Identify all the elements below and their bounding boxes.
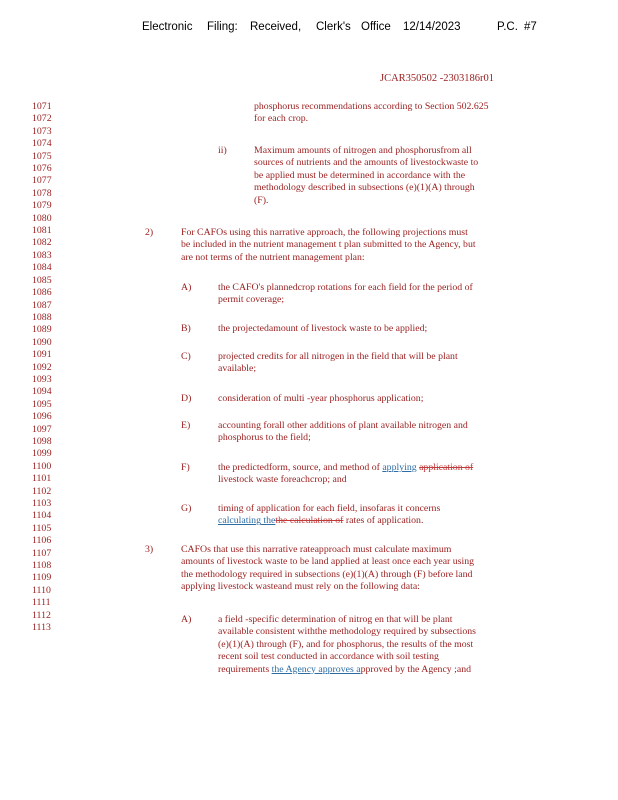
line-number: 1095 <box>32 398 52 410</box>
line-number: 1072 <box>32 113 52 125</box>
line-number: 1100 <box>32 460 52 472</box>
line-1109: available consistent withthe methodology required by subsections <box>218 626 476 638</box>
item-label-a: A) <box>181 282 192 293</box>
line-1076: be applied must be determined in accordance with the <box>254 169 466 181</box>
inserted-text: applying <box>382 462 417 473</box>
line-number: 1097 <box>32 423 52 435</box>
line-1103: CAFOs that use this narrative rateapproach must calculate maximum <box>181 544 452 555</box>
line-number: 1099 <box>32 448 52 460</box>
item-label-e: E) <box>181 420 191 431</box>
line-number: 1080 <box>32 212 52 224</box>
line-number: 1077 <box>32 175 52 187</box>
line-1077: methodology described in subsections (e)(1)(A) through <box>254 182 475 194</box>
header-pc: P.C. <box>497 21 518 33</box>
line-1098: livestock waste foreachcrop; and <box>218 474 347 486</box>
line-number: 1094 <box>32 386 52 398</box>
line-1071: phosphorus recommendations according to Section 502.625 <box>254 101 489 112</box>
line-1101-text: rates of application. <box>343 515 424 527</box>
line-number: 1074 <box>32 138 52 150</box>
line-number: 1112 <box>32 609 51 621</box>
item-label-d: D) <box>181 393 192 404</box>
line-1080: For CAFOs using this narrative approach, the following projections must <box>181 227 468 238</box>
line-number: 1107 <box>32 547 52 559</box>
line-number: 1086 <box>32 287 52 299</box>
line-1112-text-end: pproved by the Agency ;and <box>360 663 472 675</box>
line-number: 1110 <box>32 584 51 596</box>
line-number: 1101 <box>32 473 52 485</box>
line-number: 1087 <box>32 299 52 311</box>
item-label-b: B) <box>181 323 191 334</box>
item-label-ii: ii) <box>218 145 227 156</box>
line-number: 1109 <box>32 572 52 584</box>
line-number: 1113 <box>32 622 51 634</box>
header-pc-number: #7 <box>524 21 537 33</box>
line-number: 1108 <box>32 560 52 572</box>
line-1110: (e)(1)(A) through (F), and for phosphorus, the results of the most <box>218 638 474 650</box>
line-1082: are not terms of the nutrient management plan: <box>181 251 365 263</box>
item-label-3: 3) <box>145 544 154 555</box>
line-number: 1088 <box>32 311 52 323</box>
line-1075: sources of nutrients and the amounts of livestockwaste to <box>254 157 479 169</box>
line-1095: phosphorus to the field; <box>218 432 311 444</box>
line-1085: permit coverage; <box>218 294 285 306</box>
line-1089: projected credits for all nitrogen in the field that will be plant <box>218 351 458 362</box>
line-number: 1085 <box>32 274 52 286</box>
line-1084: the CAFO's plannedcrop rotations for each field for the period of <box>218 282 473 293</box>
line-1112-text: requirements <box>218 663 272 675</box>
line-number: 1071 <box>32 101 52 112</box>
line-1111: recent soil test conducted in accordance with soil testing <box>218 651 439 663</box>
line-1101 <box>218 515 423 527</box>
line-number: 1084 <box>32 262 52 274</box>
line-1104: amounts of livestock waste to be land applied at least once each year using <box>181 556 474 568</box>
header-date: 12/14/2023 <box>403 21 461 33</box>
header-filing: Filing: <box>207 21 238 33</box>
line-number: 1105 <box>32 522 52 534</box>
line-1087: the projectedamount of livestock waste to be applied; <box>218 323 428 334</box>
line-numbers <box>32 101 52 634</box>
line-number: 1078 <box>32 187 52 199</box>
line-number: 1103 <box>32 498 52 509</box>
header-received: Received, <box>250 21 302 33</box>
line-1078: (F). <box>254 194 269 206</box>
line-number: 1076 <box>32 163 52 175</box>
line-1090: available; <box>218 363 257 375</box>
line-1097-text: the predictedform, source, and method of <box>218 462 383 473</box>
document-id: JCAR350502 -2303186r01 <box>380 73 495 84</box>
line-1106: applying livestock wasteand must rely on the following data: <box>181 581 420 593</box>
item-label-g: G) <box>181 503 192 514</box>
header-office: Office <box>361 21 391 33</box>
line-1112 <box>218 664 471 676</box>
line-number: 1083 <box>32 249 52 261</box>
item-label-c: C) <box>181 351 191 362</box>
deleted-text: the calculation of <box>275 515 344 527</box>
line-number: 1073 <box>32 125 52 137</box>
line-number: 1102 <box>32 485 52 497</box>
line-number: 1106 <box>32 535 52 547</box>
line-number: 1104 <box>32 510 52 522</box>
line-number: 1079 <box>32 200 52 212</box>
line-number: 1092 <box>32 361 52 373</box>
line-1100: timing of application for each field, insofaras it concerns <box>218 503 441 514</box>
line-number: 1093 <box>32 373 52 385</box>
deleted-text: application of <box>419 462 474 473</box>
item-label-2: 2) <box>145 227 154 238</box>
line-1074: Maximum amounts of nitrogen and phosphorusfrom all <box>254 145 472 156</box>
line-number: 1091 <box>32 349 52 361</box>
inserted-text: calculating the <box>218 515 276 527</box>
line-number: 1075 <box>32 150 52 162</box>
line-1081: be included in the nutrient management t plan submitted to the Agency, but <box>181 239 476 251</box>
line-number: 1089 <box>32 324 52 336</box>
line-1092: consideration of multi -year phosphorus application; <box>218 393 424 404</box>
header-clerks: Clerk's <box>316 21 351 33</box>
line-number: 1090 <box>32 336 52 348</box>
item-label-f: F) <box>181 462 190 473</box>
line-number: 1096 <box>32 411 52 423</box>
line-1072: for each crop. <box>254 113 309 125</box>
line-1097 <box>218 462 473 474</box>
header-electronic: Electronic <box>142 21 193 33</box>
line-number: 1111 <box>32 597 51 609</box>
line-1094: accounting forall other additions of plant available nitrogen and <box>218 420 468 431</box>
line-1108: a field -specific determination of nitrog en that will be plant <box>218 614 453 625</box>
line-number: 1081 <box>32 225 52 237</box>
line-1105: the methodology required in subsections (e)(1)(A) through (F) before land <box>181 568 473 580</box>
line-number: 1082 <box>32 237 52 249</box>
line-number: 1098 <box>32 435 52 447</box>
inserted-text: the Agency approves a <box>271 663 361 675</box>
item-label-a2: A) <box>181 614 192 625</box>
